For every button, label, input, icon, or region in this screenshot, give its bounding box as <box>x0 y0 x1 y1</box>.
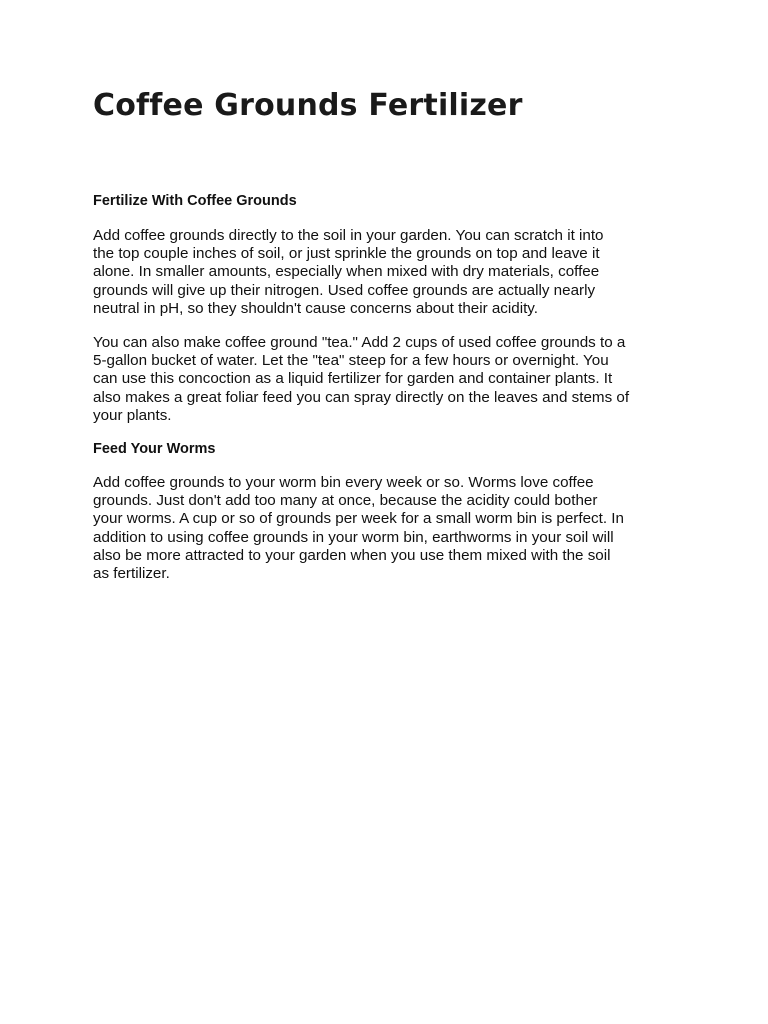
text-line: 5-gallon bucket of water. Let the "tea" steep for a few hours or overnight. You <box>93 352 609 370</box>
text-line: alone. In smaller amounts, especially when mixed with dry materials, coffee <box>93 263 600 281</box>
document-title: Coffee Grounds Fertilizer <box>93 88 523 123</box>
text-line: addition to using coffee grounds in your worm bin, earthworms in your soil will <box>93 528 614 546</box>
text-line: grounds. Just don't add too many at once, because the acidity could bother <box>93 492 598 510</box>
paragraph-fertilize-1 <box>93 227 693 318</box>
text-line: You can also make coffee ground "tea." Add 2 cups of used coffee grounds to a <box>93 334 626 352</box>
paragraph-fertilize-2 <box>93 334 693 425</box>
text-line: as fertilizer. <box>93 565 170 583</box>
text-line: Add coffee grounds to your worm bin every week or so. Worms love coffee <box>93 474 594 492</box>
text-line: the top couple inches of soil, or just sprinkle the grounds on top and leave it <box>93 245 600 263</box>
text-line: can use this concoction as a liquid fertilizer for garden and container plants. It <box>93 370 613 388</box>
section-heading-worms: Feed Your Worms <box>93 441 216 458</box>
text-line: neutral in pH, so they shouldn't cause concerns about their acidity. <box>93 299 538 317</box>
text-line: also makes a great foliar feed you can spray directly on the leaves and stems of <box>93 388 630 406</box>
paragraph-worms-1 <box>93 474 693 583</box>
document-page <box>93 86 693 583</box>
section-heading-fertilize: Fertilize With Coffee Grounds <box>93 193 297 209</box>
text-line: your plants. <box>93 406 172 424</box>
text-line: your worms. A cup or so of grounds per week for a small worm bin is perfect. In <box>93 510 624 528</box>
text-line: Add coffee grounds directly to the soil in your garden. You can scratch it into <box>93 227 604 244</box>
text-line: grounds will give up their nitrogen. Used coffee grounds are actually nearly <box>93 281 596 299</box>
text-line: also be more attracted to your garden when you use them mixed with the soil <box>93 546 611 564</box>
